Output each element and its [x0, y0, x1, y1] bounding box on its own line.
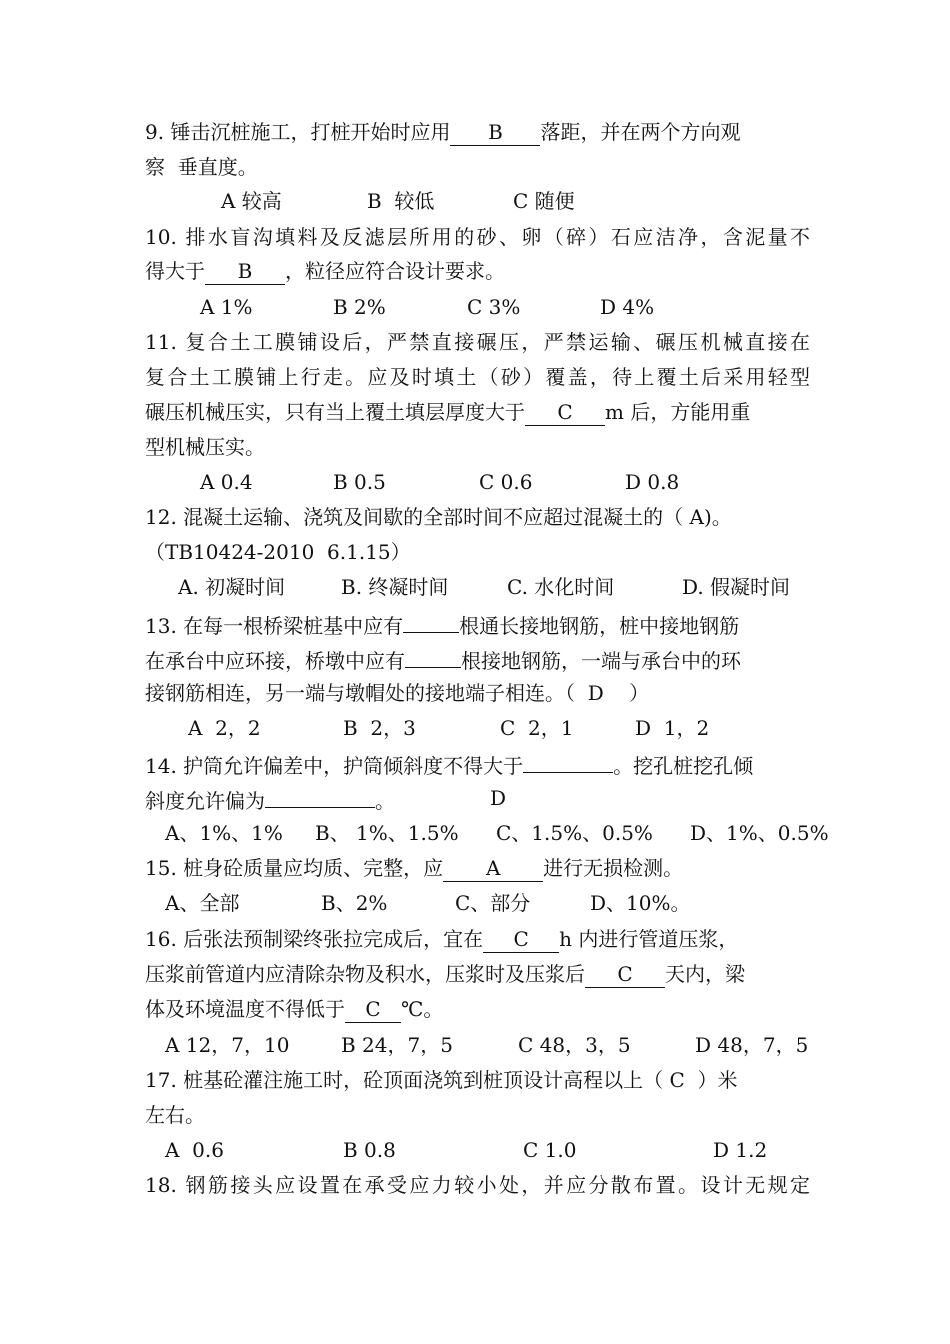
question-12-line-2: （TB10424-2010 6.1.15）	[145, 540, 411, 564]
answer-blank: B	[205, 260, 285, 285]
question-14-line-1: 14. 护筒允许偏差中，护筒倾斜度不得大于 。挖孔桩挖孔倾	[145, 748, 810, 778]
option-d: D 1.2	[713, 1138, 768, 1162]
question-16-line-3: 体及环境温度不得低于 C ℃。	[145, 997, 444, 1021]
answer-blank	[265, 783, 375, 808]
answer-blank: C	[585, 963, 665, 988]
question-9-line-2: 察 垂直度。	[145, 155, 258, 179]
answer-blank: C	[483, 928, 559, 953]
question-16-line-1: 16. 后张法预制梁终张拉完成后，宜在 C h 内进行管道压浆，	[145, 927, 739, 951]
option-b: B 0.8	[343, 1138, 396, 1162]
question-10-line-1: 10. 排水盲沟填料及反滤层所用的砂、卵（碎）石应洁净，含泥量不	[145, 225, 810, 249]
option-c: C 0.6	[479, 470, 533, 494]
question-11-line-1: 11. 复合土工膜铺设后，严禁直接碾压，严禁运输、碾压机械直接在	[145, 330, 810, 354]
question-11-line-2: 复合土工膜铺上行走。应及时填土（砂）覆盖，待上覆土后采用轻型	[145, 365, 810, 389]
option-a: A 12，7，10	[165, 1033, 290, 1057]
option-b: B. 终凝时间	[341, 575, 449, 599]
option-a: A 0.4	[200, 470, 253, 494]
question-16-line-2: 压浆前管道内应清除杂物及积水，压浆时及压浆后 C 天内，梁	[145, 962, 745, 986]
option-b: B、2%	[321, 891, 388, 915]
option-c: C 48，3，5	[518, 1033, 631, 1057]
question-10-options	[145, 292, 810, 322]
option-a: A 较高	[221, 189, 282, 213]
option-d: D 48，7，5	[695, 1033, 809, 1057]
answer-blank	[403, 608, 459, 633]
question-9-options	[145, 186, 810, 216]
option-b: B 2，3	[343, 716, 416, 740]
question-16-options	[145, 1030, 815, 1060]
option-a: A、全部	[165, 891, 240, 915]
question-9-line-1: 9. 锤击沉桩施工，打桩开始时应用 B 落距，并在两个方向观	[145, 120, 741, 144]
question-13-line-3: 接钢筋相连，另一端与墩帽处的接地端子相连。（ D ）	[145, 681, 650, 705]
question-14-options	[145, 818, 829, 848]
option-d: D、1%、0.5%	[690, 821, 829, 845]
answer-blank: B	[450, 121, 540, 146]
option-c: C 2，1	[500, 716, 574, 740]
question-11-line-3: 碾压机械压实，只有当上覆土填层厚度大于 C m 后，方能用重	[145, 400, 751, 424]
answer-blank: A	[443, 857, 543, 882]
option-b: B 0.5	[333, 470, 386, 494]
question-13-line-1: 13. 在每一根桥梁桩基中应有 根通长接地钢筋，桩中接地钢筋	[145, 608, 810, 638]
question-12-line-1: 12. 混凝土运输、浇筑及间歇的全部时间不应超过混凝土的（ A)。	[145, 505, 732, 529]
option-a: A、1%、1%	[165, 821, 283, 845]
question-10-line-2: 得大于 B ，粒径应符合设计要求。	[145, 259, 505, 283]
option-a: A 0.6	[165, 1138, 224, 1162]
question-14-line-2: 斜度允许偏为 。 D	[145, 783, 810, 813]
option-c: C、部分	[455, 891, 531, 915]
answer-blank: C	[525, 401, 605, 426]
option-d: D、10%。	[590, 891, 691, 915]
answer-blank	[405, 643, 461, 668]
question-15-line-1: 15. 桩身砼质量应均质、完整，应 A 进行无损检测。	[145, 856, 684, 880]
question-17-line-1: 17. 桩基砼灌注施工时，砼顶面浇筑到桩顶设计高程以上（ C ）米	[145, 1068, 738, 1092]
option-b: B 较低	[367, 189, 435, 213]
question-11-line-4: 型机械压实。	[145, 435, 265, 459]
option-d: D 0.8	[625, 470, 680, 494]
question-18-line-1: 18. 钢筋接头应设置在承受应力较小处，并应分散布置。设计无规定	[145, 1173, 810, 1197]
option-c: C 1.0	[523, 1138, 577, 1162]
option-b: B 24，7，5	[341, 1033, 453, 1057]
option-d: D 1，2	[635, 716, 710, 740]
question-15-options	[145, 888, 810, 918]
option-c: C 随便	[513, 189, 575, 213]
option-d: D. 假凝时间	[682, 575, 791, 599]
option-c: C 3%	[467, 295, 521, 319]
option-a: A 2，2	[188, 716, 261, 740]
option-d: D 4%	[600, 295, 655, 319]
question-13-options	[145, 713, 810, 743]
question-12-options	[145, 572, 810, 602]
option-a: A. 初凝时间	[178, 575, 286, 599]
question-13-line-2: 在承台中应环接，桥墩中应有 根接地钢筋，一端与承台中的环	[145, 643, 810, 673]
answer-text: D	[490, 786, 507, 810]
option-b: B、 1%、1.5%	[315, 821, 459, 845]
answer-blank: C	[345, 998, 401, 1023]
option-a: A 1%	[200, 295, 253, 319]
question-11-options	[145, 467, 810, 497]
option-c: C. 水化时间	[507, 575, 615, 599]
question-17-line-2: 左右。	[145, 1103, 205, 1127]
question-17-options	[145, 1135, 810, 1165]
answer-blank	[523, 748, 613, 773]
option-b: B 2%	[333, 295, 386, 319]
option-c: C、1.5%、0.5%	[496, 821, 653, 845]
